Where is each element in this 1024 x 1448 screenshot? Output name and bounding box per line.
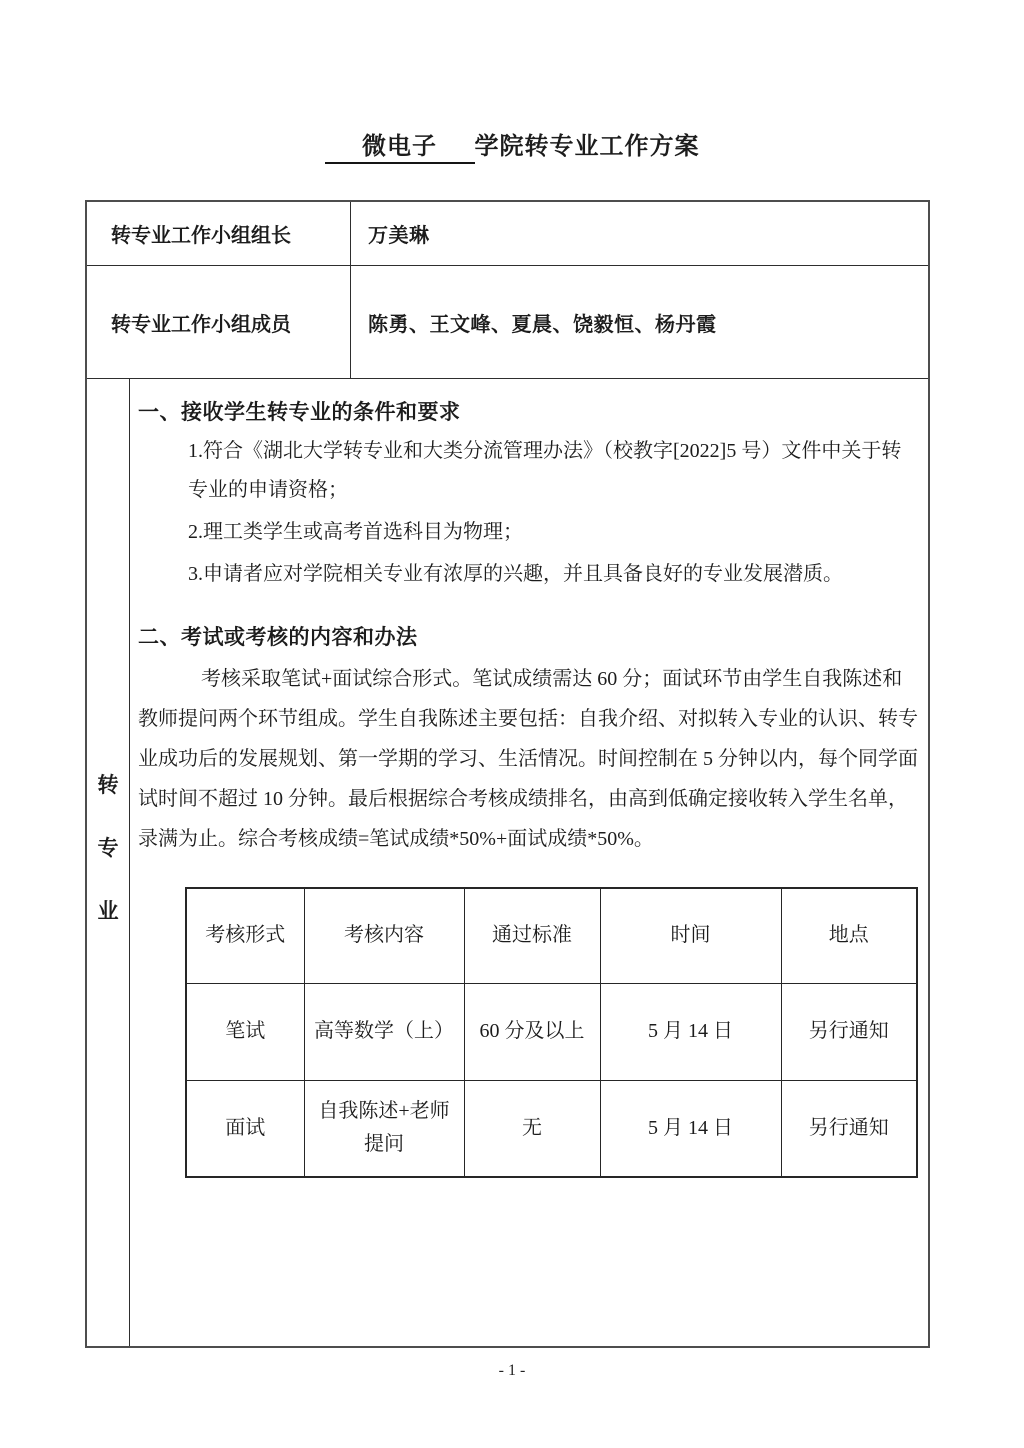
form-row-main xyxy=(87,379,928,1346)
section2-paragraph: 考核采取笔试+面试综合形式。笔试成绩需达 60 分；面试环节由学生自我陈述和教师提问两个环节组成。学生自我陈述主要包括：自我介绍、对拟转入专业的认识、转专业成功后的发展规划、第一学期的学习、生活情况。时间控制在 5 分钟以内，每个同学面试时间不超过 10 分钟。最后根据综合考核成绩排名，由高到低确定接收转入学生名单，录满为止。综合考核成绩=笔试成绩*50%+面试成绩*50%。 xyxy=(138,668,918,850)
cell-exam-form: 笔试 xyxy=(186,983,304,1080)
cell-pass-standard: 60 分及以上 xyxy=(464,983,600,1080)
side-label-char: 专 xyxy=(97,836,119,860)
condition-item-3: 3.申请者应对学院相关专业有浓厚的兴趣，并且具备良好的专业发展潜质。 xyxy=(188,563,843,585)
section1-items xyxy=(188,432,918,594)
cell-exam-content: 高等数学（上） xyxy=(304,983,464,1080)
header-location: 地点 xyxy=(781,888,917,983)
cell-location: 另行通知 xyxy=(781,1080,917,1177)
section2-heading: 二、考试或考核的内容和办法 xyxy=(138,625,418,649)
header-time: 时间 xyxy=(600,888,781,983)
cell-exam-form: 面试 xyxy=(186,1080,304,1177)
cell-time: 5 月 14 日 xyxy=(600,983,781,1080)
main-form-table xyxy=(85,200,930,1348)
leader-label: 转专业工作小组组长 xyxy=(87,202,351,265)
document-title xyxy=(0,126,1024,164)
side-label-char: 业 xyxy=(97,899,119,923)
title-suffix: 学院转专业工作方案 xyxy=(474,134,700,160)
exam-table-header-row xyxy=(186,888,917,983)
leader-value: 万美琳 xyxy=(368,225,430,247)
header-exam-form: 考核形式 xyxy=(186,888,304,983)
section1-heading: 一、接收学生转专业的条件和要求 xyxy=(138,400,461,424)
form-row-members xyxy=(87,266,928,379)
exam-table-row-written xyxy=(186,983,917,1080)
main-content-cell xyxy=(130,379,928,1346)
side-label-char: 转 xyxy=(97,773,119,797)
page-number: - 1 - xyxy=(498,1362,526,1379)
form-row-leader xyxy=(87,202,928,266)
department-name-underlined: 微电子 xyxy=(325,126,475,164)
condition-item-2: 2.理工类学生或高考首选科目为物理； xyxy=(188,521,523,543)
cell-exam-content: 自我陈述+老师提问 xyxy=(304,1080,464,1177)
members-value: 陈勇、王文峰、夏晨、饶毅恒、杨丹霞 xyxy=(368,313,717,336)
condition-item-1: 1.符合《湖北大学转专业和大类分流管理办法》（校教字[2022]5 号）文件中关于转专业的申请资格； xyxy=(188,440,902,501)
cell-time: 5 月 14 日 xyxy=(600,1080,781,1177)
exam-table-row-interview xyxy=(186,1080,917,1177)
exam-schedule-table xyxy=(185,887,918,1178)
cell-pass-standard: 无 xyxy=(464,1080,600,1177)
header-exam-content: 考核内容 xyxy=(304,888,464,983)
members-label: 转专业工作小组成员 xyxy=(87,266,351,378)
side-vertical-label xyxy=(87,379,130,1346)
header-pass-standard: 通过标准 xyxy=(464,888,600,983)
cell-location: 另行通知 xyxy=(781,983,917,1080)
